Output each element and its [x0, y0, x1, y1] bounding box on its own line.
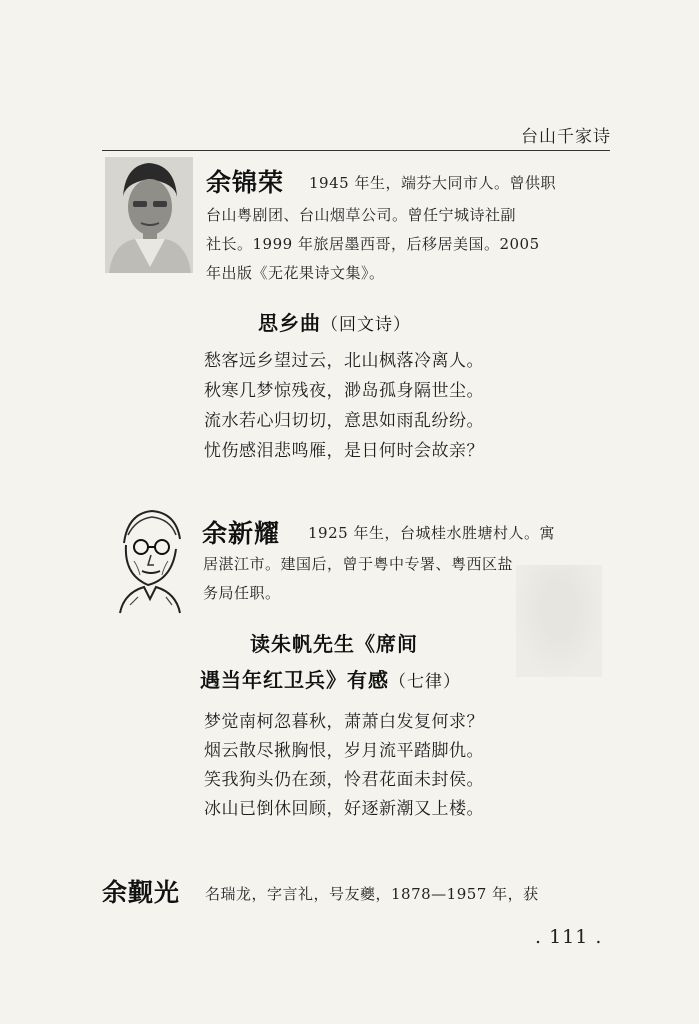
poem-title-text: 思乡曲 [258, 311, 321, 335]
bio-line: 台山粤剧团、台山烟草公司。曾任宁城诗社副 [206, 206, 517, 224]
poem-line: 忧伤感泪悲鸣雁，是日何时会故亲？ [204, 441, 484, 461]
poem-form: （回文诗） [321, 315, 411, 335]
bio-line: 年出版《无花果诗文集》。 [206, 264, 385, 282]
bleed-through-photo [516, 565, 602, 677]
poem-line: 烟云散尽揪胸恨，岁月流平踏脚仇。 [204, 741, 484, 761]
poem-title-text: 遇当年红卫兵》有感 [200, 668, 389, 692]
header-rule [102, 150, 610, 151]
poem-line: 冰山已倒休回顾，好逐新潮又上楼。 [204, 799, 484, 819]
bio-line: 居湛江市。建国后，曾于粤中专署、粤西区盐 [203, 555, 514, 573]
bio-line: 名瑞龙，字言礼，号友夔，1878—1957 年，获 [205, 885, 539, 903]
poem-line: 秋寒几梦惊残夜，渺岛孤身隔世尘。 [204, 381, 484, 401]
bio-line: 社长。1999 年旅居墨西哥，后移居美国。2005 [206, 235, 540, 253]
author-sketch-yu-xinyao [110, 505, 190, 615]
author-name: 余锦荣 [206, 168, 285, 197]
poem-title [258, 307, 411, 336]
poem-line: 笑我狗头仍在颈，怜君花面未封侯。 [204, 770, 484, 790]
bio-line: 1925 年生，台城桂水胜塘村人。寓 [308, 524, 555, 542]
poem-line: 流水若心归切切，意思如雨乱纷纷。 [204, 411, 484, 431]
bio-line: 1945 年生，端芬大同市人。曾供职 [309, 174, 556, 192]
poem-title-line: 读朱帆先生《席间 [250, 632, 418, 656]
author-name: 余新耀 [202, 519, 281, 548]
poem-form: （七律） [389, 672, 461, 692]
page-number: . 111 . [535, 926, 603, 948]
author-photo-yu-jinrong [105, 157, 193, 273]
poem-line: 愁客远乡望过云，北山枫落冷离人。 [204, 351, 484, 371]
poem-title-line [200, 664, 461, 693]
running-header-title: 台山千家诗 [521, 127, 611, 147]
bio-line: 务局任职。 [203, 584, 281, 602]
poem-line: 梦觉南柯忽暮秋，萧萧白发复何求？ [204, 712, 484, 732]
author-name: 余觐光 [102, 878, 181, 907]
